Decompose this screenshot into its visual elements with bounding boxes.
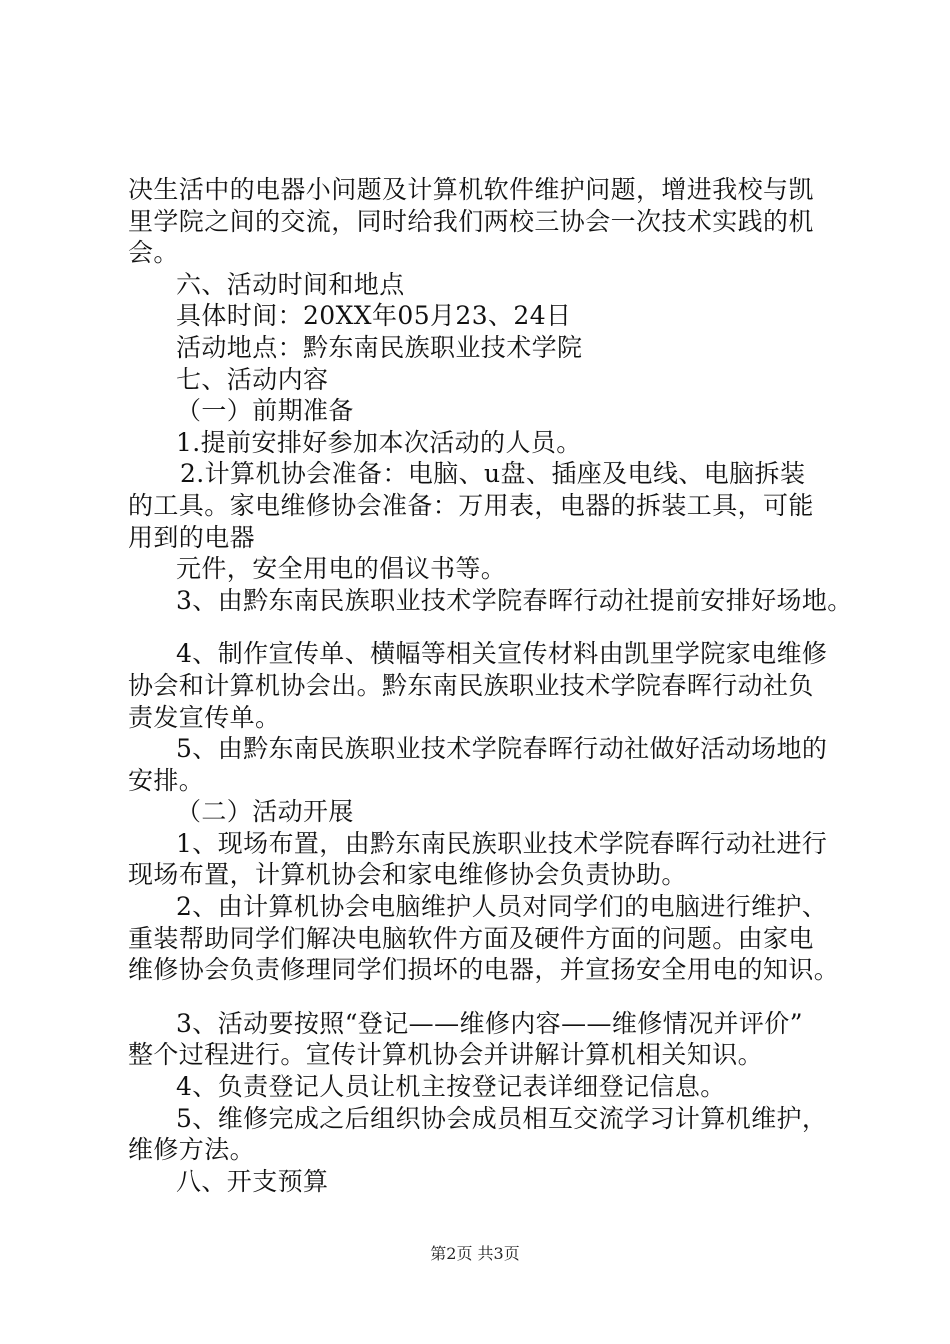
text-line: 维修方法。 [128, 1135, 256, 1165]
text-line: 2.计算机协会准备：电脑、u盘、插座及电线、电脑拆装 [180, 459, 806, 489]
text-line: 协会和计算机协会出。黔东南民族职业技术学院春晖行动社负 [128, 670, 814, 700]
text-line: 用到的电器 [128, 522, 256, 552]
text-line: 现场布置，计算机协会和家电维修协会负责协助。 [128, 860, 687, 890]
subsection-heading-2: （二）活动开展 [176, 797, 354, 827]
page-footer: 第2页 共3页 [430, 1244, 520, 1263]
text-line: 具体时间：20XX年05月23、24日 [176, 301, 572, 331]
section-heading-6: 六、活动时间和地点 [176, 269, 405, 299]
text-line: 5、维修完成之后组织协会成员相互交流学习计算机维护， [176, 1103, 828, 1133]
text-line: 2、由计算机协会电脑维护人员对同学们的电脑进行维护、 [176, 892, 828, 922]
text-line: 安排。 [128, 765, 205, 795]
text-line: 4、制作宣传单、横幅等相关宣传材料由凯里学院家电维修 [176, 639, 828, 669]
text-line: 4、负责登记人员让机主按登记表详细登记信息。 [176, 1072, 726, 1102]
text-line: 1、现场布置，由黔东南民族职业技术学院春晖行动社进行 [176, 828, 828, 858]
section-heading-8: 八、开支预算 [176, 1166, 329, 1196]
text-line: 1.提前安排好参加本次活动的人员。 [176, 427, 582, 457]
text-line: 5、由黔东南民族职业技术学院春晖行动社做好活动场地的 [176, 734, 828, 764]
paragraph-gap [128, 616, 850, 638]
subsection-heading-1: （一）前期准备 [176, 396, 354, 426]
text-line: 会。 [128, 238, 179, 268]
text-line: 3、由黔东南民族职业技术学院春晖行动社提前安排好场地。 [176, 585, 853, 615]
text-line: 的工具。家电维修协会准备：万用表，电器的拆装工具，可能 [128, 490, 814, 520]
text-line: 3、活动要按照“登记——维修内容——维修情况并评价” [176, 1008, 803, 1038]
text-line: 责发宣传单。 [128, 702, 281, 732]
section-heading-7: 七、活动内容 [176, 364, 329, 394]
document-body [128, 174, 853, 1197]
text-line: 活动地点：黔东南民族职业技术学院 [176, 332, 583, 362]
text-line: 整个过程进行。宣传计算机协会并讲解计算机相关知识。 [128, 1040, 764, 1070]
text-line: 重装帮助同学们解决电脑软件方面及硬件方面的问题。由家电 [128, 923, 814, 953]
paragraph-gap [128, 986, 850, 1008]
text-line: 维修协会负责修理同学们损坏的电器，并宣扬安全用电的知识。 [128, 955, 840, 985]
text-line: 里学院之间的交流，同时给我们两校三协会一次技术实践的机 [128, 206, 814, 236]
text-line: 元件，安全用电的倡议书等。 [176, 554, 507, 584]
text-line: 决生活中的电器小问题及计算机软件维护问题，增进我校与凯 [128, 175, 814, 204]
